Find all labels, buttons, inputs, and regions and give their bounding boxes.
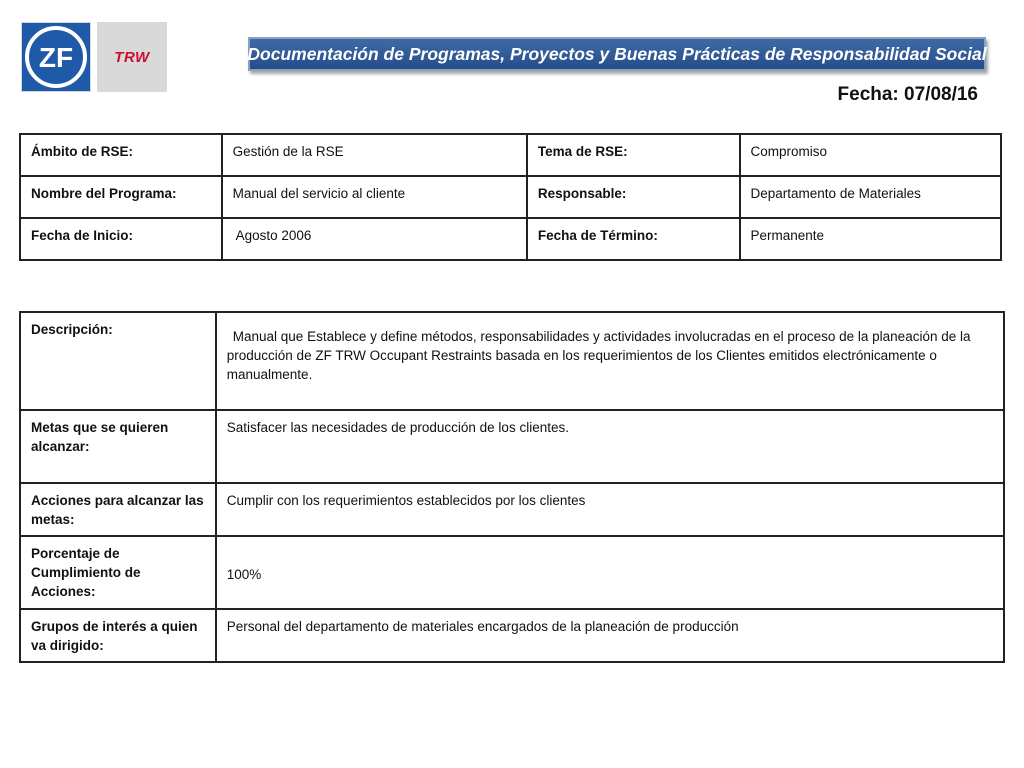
porcentaje-value: 100% — [216, 536, 1004, 609]
tema-label: Tema de RSE: — [527, 134, 740, 176]
tema-value: Compromiso — [740, 134, 1001, 176]
table-row — [20, 312, 1004, 410]
fecha-termino-value: Permanente — [740, 218, 1001, 260]
responsable-label: Responsable: — [527, 176, 740, 218]
document-title: Documentación de Programas, Proyectos y Buenas Prácticas de Responsabilidad Social — [247, 43, 987, 64]
zf-logo — [21, 22, 91, 92]
descripcion-value: Manual que Establece y define métodos, responsabilidades y actividades involucradas en el proceso de la planeación de la producción de ZF TRW Occupant Restraints basada en los requerimientos de los Clientes emitidos electrónicamente o manualmente. — [216, 312, 1004, 410]
trw-logo — [97, 22, 167, 92]
ambito-label: Ámbito de RSE: — [20, 134, 222, 176]
table-row — [20, 410, 1004, 483]
fecha-termino-label: Fecha de Término: — [527, 218, 740, 260]
fecha-inicio-value: Agosto 2006 — [222, 218, 527, 260]
program-detail-table — [19, 311, 1005, 663]
table-row — [20, 536, 1004, 609]
grupos-value: Personal del departamento de materiales encargados de la planeación de producción — [216, 609, 1004, 662]
descripcion-label: Descripción: — [20, 312, 216, 410]
acciones-label: Acciones para alcanzar las metas: — [20, 483, 216, 536]
zf-logo-text: ZF — [38, 42, 74, 73]
document-title-bar — [248, 37, 986, 71]
metas-value: Satisfacer las necesidades de producción de los clientes. — [216, 410, 1004, 483]
table-row — [20, 609, 1004, 662]
table-row — [20, 134, 1001, 176]
zf-logo-icon — [22, 23, 90, 91]
acciones-value: Cumplir con los requerimientos establecidos por los clientes — [216, 483, 1004, 536]
responsable-value: Departamento de Materiales — [740, 176, 1001, 218]
document-date: Fecha: 07/08/16 — [837, 84, 978, 105]
nombre-programa-value: Manual del servicio al cliente — [222, 176, 527, 218]
fecha-inicio-label: Fecha de Inicio: — [20, 218, 222, 260]
table-row — [20, 483, 1004, 536]
grupos-label: Grupos de interés a quien va dirigido: — [20, 609, 216, 662]
porcentaje-label: Porcentaje de Cumplimiento de Acciones: — [20, 536, 216, 609]
nombre-programa-label: Nombre del Programa: — [20, 176, 222, 218]
trw-logo-text: TRW — [114, 48, 150, 66]
metas-label: Metas que se quieren alcanzar: — [20, 410, 216, 483]
table-row — [20, 176, 1001, 218]
ambito-value: Gestión de la RSE — [222, 134, 527, 176]
program-info-table — [19, 133, 1002, 261]
table-row — [20, 218, 1001, 260]
